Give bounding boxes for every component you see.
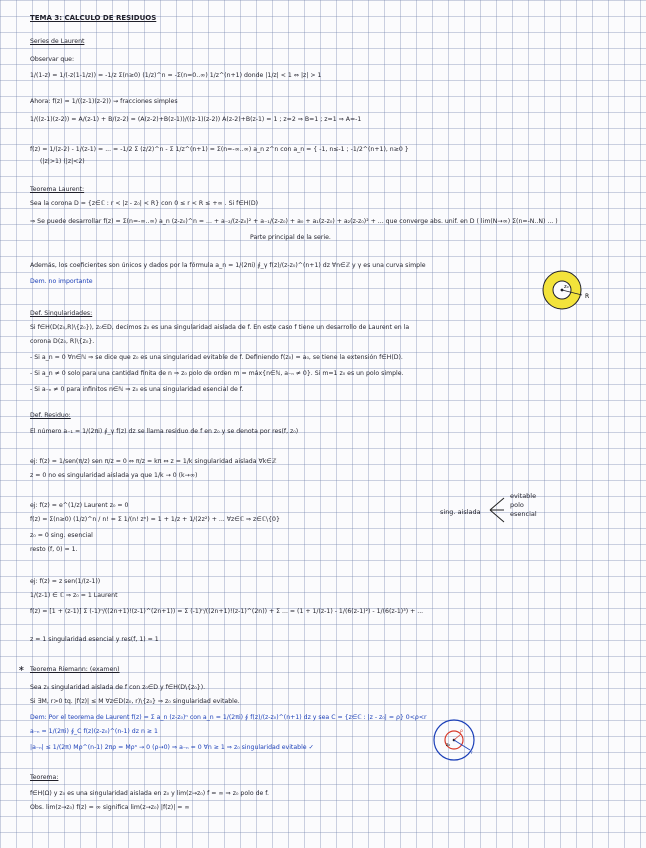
example3-line1: ej: f(z) = z sen(1/(z-1)) — [30, 578, 101, 585]
riemann-line2: Si ∃M, r>0 tq. |f(z)| ≤ M ∀z∈D(z₀, r)\{z₀} ⇒ z₀ singularidad evitable. — [30, 698, 240, 705]
example3-line3: f(z) = [1 + (z-1)] Σ (-1)ⁿ/((2n+1)!(z-1)^(2n+1)) = Σ (-1)ⁿ/((2n+1)!(z-1)^(2n)) + Σ ... = (1 + 1/(z-1) - 1/(6(z-1)²) - 1/(6(z-1)³) + ... — [30, 608, 424, 615]
expansion-domains: (|z|>1) (|z|<2) — [40, 158, 85, 165]
option-evitable: evitable — [510, 492, 537, 500]
example2-line2: f(z) = Σ(n≥0) (1/z)^n / n! = Σ 1/(n! zⁿ) = 1 + 1/z + 1/(2z²) + ... ∀z∈ℂ ⇒ z∈ℂ\{0} — [30, 516, 280, 523]
now-label: Ahora: f(z) = 1/((z-1)(z-2)) ⇝ fracciones simples — [30, 98, 178, 105]
z0-label: z₀ — [446, 743, 451, 748]
singularity-essential: - Si a₋ₙ ≠ 0 para infinitos n∈ℕ ⇒ z₀ es una singularidad esencial de f. — [30, 386, 244, 393]
page-title: TEMA 3: CÁLCULO DE RESIDUOS — [30, 14, 157, 22]
theorem-line1: f∈H(Ω) y z₀ es una singularidad aislada en z₀ y lim(z→z₀) f = ∞ ⇒ z₀ polo de f. — [30, 790, 269, 797]
option-polo: polo — [510, 501, 524, 509]
example3-line4: z = 1 singularidad esencial y res(f, 1) = 1 — [30, 636, 159, 643]
singularities-line1: Si f∈H(D(z₀,R)\{z₀}), z₀∈D, decimos z₀ es una singularidad aislada de f. En este caso f tiene un desarrollo de Laurent en la — [30, 324, 410, 331]
laurent-heading: Series de Laurent — [30, 38, 85, 45]
riemann-diagram — [430, 716, 480, 766]
theorem-heading: Teorema: — [30, 774, 59, 781]
riemann-proof3: |a₋ₙ| ≤ 1/(2π) Mρ^(n-1) 2πρ = Mρⁿ → 0 (ρ→0) ⇒ a₋ₙ = 0 ∀n ≥ 1 ⇒ z₀ singularidad evitable ✓ — [30, 744, 314, 751]
center-label: z₀ — [564, 284, 569, 290]
example1-line1: ej: f(z) = 1/sen(π/z) sen π/z = 0 ⇔ π/z = kπ ⇔ z = 1/k singularidad aislada ∀k∈ℤ — [30, 458, 277, 465]
star-marker: ∗ — [18, 664, 25, 673]
example2-line4: resto (f, 0) = 1. — [30, 546, 78, 553]
rho-label: ρ — [460, 729, 463, 734]
laurent-theorem-heading: Teorema Laurent: — [30, 186, 85, 193]
singularity-pole: - Si a_n ≠ 0 solo para una cantidad finita de n ⇒ z₀ polo de orden m = máx{n∈ℕ, a₋ₙ ≠ 0}. Si m=1 z₀ es un polo simple. — [30, 370, 404, 377]
laurent-theorem-line1: Sea la corona D = {z∈ℂ : r < |z - z₀| < R} con 0 ≤ r < R ≤ +∞ . Si f∈H(D) — [30, 200, 258, 207]
principal-part-note: Parte principal de la serie. — [250, 234, 331, 241]
radius-label: R — [585, 293, 590, 300]
riemann-proof1: Dem: Por el teorema de Laurent f(z) = Σ a_n (z-z₀)ⁿ con a_n = 1/(2πi) ∮ f(z)/(z-z₀)^(n+1) dz y sea C = {z∈ℂ : |z - z₀| = ρ} 0<ρ<r — [30, 714, 427, 721]
riemann-heading: Teorema Riemann: (examen) — [30, 666, 120, 673]
partial-fractions: 1/((z-1)(z-2)) = A/(z-1) + B/(z-2) = (A(z-2)+B(z-1))/((z-1)(z-2)) A(z-2)+B(z-1) = 1 ; z=2 ⇒ B=1 ; z=1 ⇒ A=-1 — [30, 116, 362, 123]
theorem-obs: Obs. lim(z→z₀) f(z) = ∞ significa lim(z→z₀) |f(z)| = ∞ — [30, 804, 190, 811]
classification-options — [510, 492, 537, 519]
residue-definition: El número a₋₁ = 1/(2πi) ∮_γ f(z) dz se llama residuo de f en z₀ y se denota por res(f, z₀) — [30, 428, 299, 435]
laurent-coefficients: Además, los coeficientes son únicos y dados por la fórmula a_n = 1/(2πi) ∮_γ f(z)/(z-z₀)^(n+1) dz ∀n∈ℤ y γ es una curva simple — [30, 262, 426, 269]
singularities-line2: corona D(z₀, R)\{z₀}. — [30, 338, 95, 345]
r-label: r — [471, 751, 473, 756]
riemann-proof2: a₋ₙ = 1/(2πi) ∮_C f(z)(z-z₀)^(n-1) dz n ≥ 1 — [30, 728, 158, 735]
observe-label: Observar que: — [30, 56, 75, 63]
side-label: sing. aislada — [440, 508, 481, 516]
laurent-theorem-line2: ⇒ Se puede desarrollar f(z) = Σ(n=-∞..∞) a_n (z-z₀)^n = ... + a₋₂/(z-z₀)² + a₋₁/(z-z₀) + a₀ + a₁(z-z₀) + a₂(z-z₀)² + ... que converge abs. unif. en D ( lim(N→∞) Σ(n=-N..N) ... ) — [30, 218, 558, 225]
example1-line2: z = 0 no es singularidad aislada ya que 1/k → 0 (k→∞) — [30, 472, 198, 479]
corona-diagram — [538, 266, 598, 314]
option-esencial: esencial — [510, 510, 537, 518]
example2-line1: ej: f(z) = e^(1/z) Laurent z₀ = 0 — [30, 502, 129, 509]
riemann-line1: Sea z₀ singularidad aislada de f con z₀∈D y f∈H(D\{z₀}). — [30, 684, 206, 691]
classification-arrows — [488, 494, 508, 526]
example3-line2: 1/(z-1) ∈ ℂ ⇒ z₀ = 1 Laurent — [30, 592, 118, 599]
example2-line3: z₀ = 0 sing. esencial — [30, 532, 93, 539]
laurent-expansion: f(z) = 1/(z-2) - 1/(z-1) = ... = -1/2 Σ (z/2)^n - Σ 1/z^(n+1) = Σ(n=-∞..∞) a_n z^n con a_n = { -1, n≤-1 ; -1/2^(n+1), n≥0 } — [30, 146, 409, 153]
observe-formula: 1/(1-z) = 1/(-z(1-1/z)) = -1/z Σ(n≥0) (1/z)^n = -Σ(n=0..∞) 1/z^(n+1) donde |1/z| < 1 ⇔ |z| > 1 — [30, 72, 322, 79]
laurent-proof-note: Dem. no importante — [30, 278, 93, 285]
singularities-heading: Def. Singularidades: — [30, 310, 93, 317]
residue-heading: Def. Residuo: — [30, 412, 71, 419]
singularity-removable: - Si a_n = 0 ∀n∈ℕ ⇒ se dice que z₀ es una singularidad evitable de f. Definiendo f(z₀) = a₀, se tiene la extensión f∈H(D). — [30, 354, 403, 361]
rho-line — [454, 734, 461, 740]
